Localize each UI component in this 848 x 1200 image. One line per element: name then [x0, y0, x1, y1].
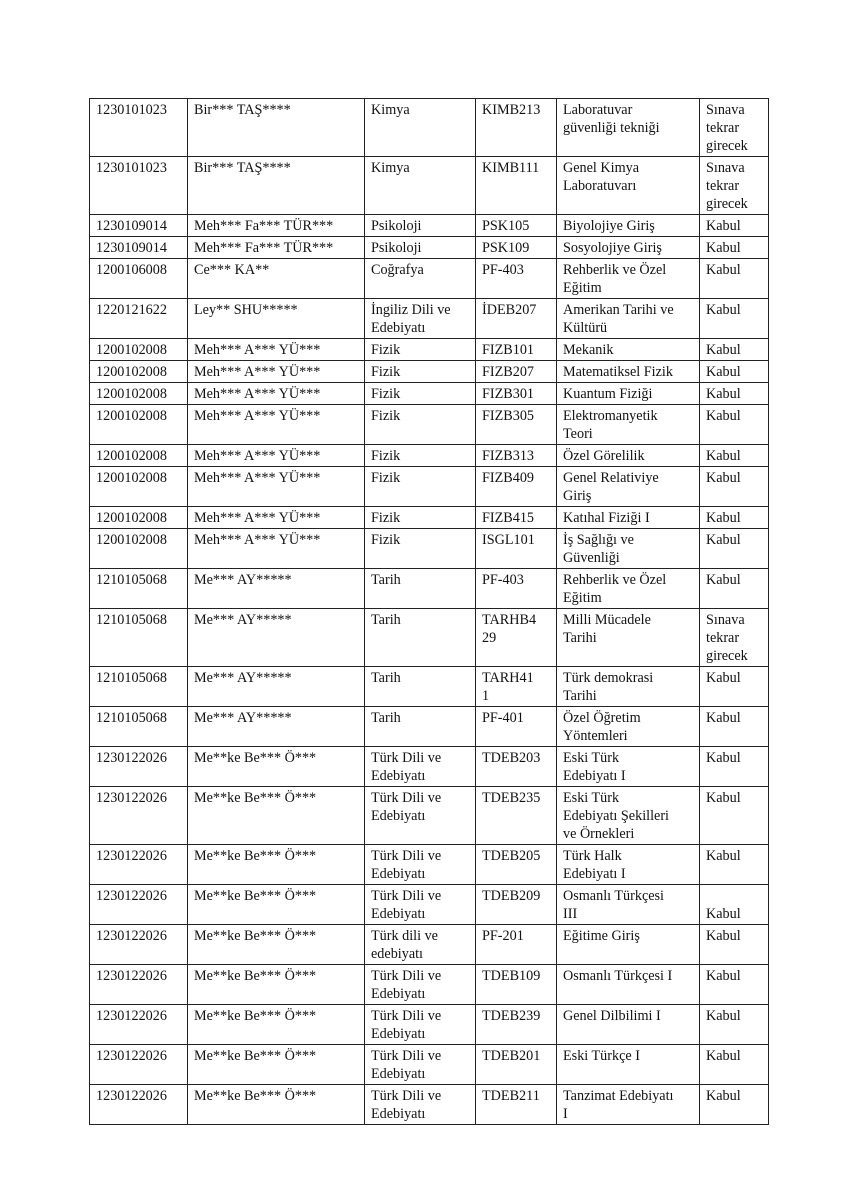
course-code-cell: KIMB111 — [476, 157, 557, 215]
department-cell: Türk Dili ve Edebiyatı — [365, 1085, 476, 1125]
course-code-cell: TDEB201 — [476, 1045, 557, 1085]
department-cell: İngiliz Dili ve Edebiyatı — [365, 299, 476, 339]
course-name-cell: Eğitime Giriş — [557, 925, 700, 965]
result-cell: Kabul — [700, 339, 769, 361]
department-cell: Psikoloji — [365, 215, 476, 237]
student-name-cell: Bir*** TAŞ**** — [188, 157, 365, 215]
table-row — [90, 965, 769, 1005]
result-cell: Kabul — [700, 237, 769, 259]
student-name-cell: Meh*** A*** YÜ*** — [188, 405, 365, 445]
student-name-cell: Me**ke Be*** Ö*** — [188, 925, 365, 965]
student-number-cell: 1210105068 — [90, 609, 188, 667]
department-cell: Türk Dili ve Edebiyatı — [365, 747, 476, 787]
result-cell: Kabul — [700, 885, 769, 925]
course-code-cell: PF-403 — [476, 569, 557, 609]
result-cell: Kabul — [700, 361, 769, 383]
result-cell: Kabul — [700, 445, 769, 467]
result-cell: Kabul — [700, 1045, 769, 1085]
student-name-cell: Ley** SHU***** — [188, 299, 365, 339]
table-row — [90, 1045, 769, 1085]
student-number-cell: 1200102008 — [90, 361, 188, 383]
result-cell: Kabul — [700, 925, 769, 965]
department-cell: Türk Dili ve Edebiyatı — [365, 845, 476, 885]
table-row — [90, 157, 769, 215]
student-name-cell: Meh*** A*** YÜ*** — [188, 361, 365, 383]
table-row — [90, 259, 769, 299]
student-name-cell: Me*** AY***** — [188, 569, 365, 609]
student-number-cell: 1230122026 — [90, 1005, 188, 1045]
course-name-cell: Matematiksel Fizik — [557, 361, 700, 383]
table-row — [90, 1005, 769, 1045]
student-number-cell: 1230122026 — [90, 747, 188, 787]
result-cell: Kabul — [700, 529, 769, 569]
result-cell: Kabul — [700, 299, 769, 339]
course-name-cell: Elektromanyetik Teori — [557, 405, 700, 445]
course-code-cell: TDEB239 — [476, 1005, 557, 1045]
course-name-cell: Sosyolojiye Giriş — [557, 237, 700, 259]
table-row — [90, 925, 769, 965]
department-cell: Tarih — [365, 667, 476, 707]
student-name-cell: Me**ke Be*** Ö*** — [188, 965, 365, 1005]
student-number-cell: 1230122026 — [90, 845, 188, 885]
table-row — [90, 707, 769, 747]
table-row — [90, 467, 769, 507]
student-number-cell: 1200102008 — [90, 383, 188, 405]
department-cell: Tarih — [365, 569, 476, 609]
department-cell: Fizik — [365, 339, 476, 361]
result-cell: Kabul — [700, 569, 769, 609]
course-name-cell: Laboratuvar güvenliği tekniği — [557, 99, 700, 157]
result-cell: Kabul — [700, 383, 769, 405]
table-row — [90, 383, 769, 405]
table-row — [90, 507, 769, 529]
table-row — [90, 609, 769, 667]
result-cell: Kabul — [700, 707, 769, 747]
course-name-cell: Türk demokrasi Tarihi — [557, 667, 700, 707]
course-code-cell: TDEB211 — [476, 1085, 557, 1125]
student-number-cell: 1200102008 — [90, 445, 188, 467]
table-row — [90, 529, 769, 569]
department-cell: Tarih — [365, 707, 476, 747]
department-cell: Türk Dili ve Edebiyatı — [365, 787, 476, 845]
course-name-cell: Eski Türk Edebiyatı Şekilleri ve Örnekleri — [557, 787, 700, 845]
department-cell: Fizik — [365, 529, 476, 569]
result-cell: Sınava tekrar girecek — [700, 609, 769, 667]
result-cell: Kabul — [700, 1005, 769, 1045]
table-row — [90, 299, 769, 339]
course-name-cell: Özel Öğretim Yöntemleri — [557, 707, 700, 747]
course-name-cell: Özel Görelilik — [557, 445, 700, 467]
table-row — [90, 361, 769, 383]
course-code-cell: FIZB305 — [476, 405, 557, 445]
department-cell: Fizik — [365, 467, 476, 507]
student-number-cell: 1200102008 — [90, 529, 188, 569]
course-code-cell: TDEB205 — [476, 845, 557, 885]
department-cell: Türk Dili ve Edebiyatı — [365, 965, 476, 1005]
table-row — [90, 405, 769, 445]
student-name-cell: Meh*** A*** YÜ*** — [188, 383, 365, 405]
department-cell: Türk Dili ve Edebiyatı — [365, 1045, 476, 1085]
student-name-cell: Me*** AY***** — [188, 667, 365, 707]
result-cell: Kabul — [700, 747, 769, 787]
department-cell: Fizik — [365, 405, 476, 445]
result-cell: Kabul — [700, 667, 769, 707]
student-name-cell: Ce*** KA** — [188, 259, 365, 299]
student-name-cell: Meh*** Fa*** TÜR*** — [188, 237, 365, 259]
result-cell: Kabul — [700, 507, 769, 529]
table-row — [90, 1085, 769, 1125]
course-code-cell: TDEB203 — [476, 747, 557, 787]
student-number-cell: 1230122026 — [90, 787, 188, 845]
student-number-cell: 1230101023 — [90, 99, 188, 157]
course-name-cell: Kuantum Fiziği — [557, 383, 700, 405]
course-code-cell: PF-201 — [476, 925, 557, 965]
student-name-cell: Me**ke Be*** Ö*** — [188, 845, 365, 885]
course-code-cell: PF-401 — [476, 707, 557, 747]
table-row — [90, 339, 769, 361]
result-cell: Kabul — [700, 845, 769, 885]
student-name-cell: Me**ke Be*** Ö*** — [188, 1045, 365, 1085]
student-name-cell: Me**ke Be*** Ö*** — [188, 1005, 365, 1045]
student-name-cell: Me**ke Be*** Ö*** — [188, 885, 365, 925]
department-cell: Kimya — [365, 99, 476, 157]
course-code-cell: TDEB235 — [476, 787, 557, 845]
table-row — [90, 787, 769, 845]
student-number-cell: 1200102008 — [90, 467, 188, 507]
student-name-cell: Me*** AY***** — [188, 609, 365, 667]
student-name-cell: Me**ke Be*** Ö*** — [188, 747, 365, 787]
course-code-cell: PSK109 — [476, 237, 557, 259]
student-number-cell: 1200102008 — [90, 507, 188, 529]
department-cell: Türk dili ve edebiyatı — [365, 925, 476, 965]
course-code-cell: FIZB409 — [476, 467, 557, 507]
course-name-cell: Genel Kimya Laboratuvarı — [557, 157, 700, 215]
course-name-cell: Eski Türkçe I — [557, 1045, 700, 1085]
table-row — [90, 885, 769, 925]
course-name-cell: Eski Türk Edebiyatı I — [557, 747, 700, 787]
result-cell: Kabul — [700, 1085, 769, 1125]
course-code-cell: İDEB207 — [476, 299, 557, 339]
student-name-cell: Me*** AY***** — [188, 707, 365, 747]
result-cell: Kabul — [700, 787, 769, 845]
course-code-cell: FIZB207 — [476, 361, 557, 383]
course-code-cell: TDEB209 — [476, 885, 557, 925]
course-name-cell: Tanzimat Edebiyatı I — [557, 1085, 700, 1125]
student-name-cell: Meh*** A*** YÜ*** — [188, 339, 365, 361]
student-name-cell: Meh*** A*** YÜ*** — [188, 507, 365, 529]
department-cell: Türk Dili ve Edebiyatı — [365, 1005, 476, 1045]
course-name-cell: Katıhal Fiziği I — [557, 507, 700, 529]
student-name-cell: Meh*** A*** YÜ*** — [188, 529, 365, 569]
table-row — [90, 237, 769, 259]
student-name-cell: Me**ke Be*** Ö*** — [188, 787, 365, 845]
course-name-cell: İş Sağlığı ve Güvenliği — [557, 529, 700, 569]
student-number-cell: 1230122026 — [90, 1045, 188, 1085]
department-cell: Psikoloji — [365, 237, 476, 259]
student-number-cell: 1210105068 — [90, 569, 188, 609]
student-name-cell: Bir*** TAŞ**** — [188, 99, 365, 157]
department-cell: Tarih — [365, 609, 476, 667]
student-number-cell: 1230122026 — [90, 885, 188, 925]
table-body — [90, 99, 769, 1125]
result-cell: Kabul — [700, 405, 769, 445]
student-name-cell: Meh*** Fa*** TÜR*** — [188, 215, 365, 237]
course-code-cell: TARH41 1 — [476, 667, 557, 707]
course-name-cell: Mekanik — [557, 339, 700, 361]
table-row — [90, 845, 769, 885]
course-name-cell: Osmanlı Türkçesi III — [557, 885, 700, 925]
result-cell: Sınava tekrar girecek — [700, 157, 769, 215]
course-code-cell: FIZB101 — [476, 339, 557, 361]
student-number-cell: 1210105068 — [90, 667, 188, 707]
course-code-cell: KIMB213 — [476, 99, 557, 157]
course-name-cell: Milli Mücadele Tarihi — [557, 609, 700, 667]
table-row — [90, 667, 769, 707]
department-cell: Türk Dili ve Edebiyatı — [365, 885, 476, 925]
student-number-cell: 1230101023 — [90, 157, 188, 215]
course-code-cell: TDEB109 — [476, 965, 557, 1005]
department-cell: Coğrafya — [365, 259, 476, 299]
department-cell: Fizik — [365, 507, 476, 529]
department-cell: Kimya — [365, 157, 476, 215]
student-name-cell: Meh*** A*** YÜ*** — [188, 467, 365, 507]
department-cell: Fizik — [365, 361, 476, 383]
student-name-cell: Meh*** A*** YÜ*** — [188, 445, 365, 467]
result-cell: Kabul — [700, 965, 769, 1005]
course-name-cell: Osmanlı Türkçesi I — [557, 965, 700, 1005]
course-code-cell: TARHB4 29 — [476, 609, 557, 667]
student-number-cell: 1230109014 — [90, 237, 188, 259]
course-name-cell: Rehberlik ve Özel Eğitim — [557, 569, 700, 609]
student-number-cell: 1200102008 — [90, 339, 188, 361]
student-number-cell: 1220121622 — [90, 299, 188, 339]
department-cell: Fizik — [365, 383, 476, 405]
course-name-cell: Rehberlik ve Özel Eğitim — [557, 259, 700, 299]
course-name-cell: Genel Relativiye Giriş — [557, 467, 700, 507]
course-name-cell: Genel Dilbilimi I — [557, 1005, 700, 1045]
table-row — [90, 747, 769, 787]
student-number-cell: 1230122026 — [90, 965, 188, 1005]
student-number-cell: 1230109014 — [90, 215, 188, 237]
table-row — [90, 99, 769, 157]
course-code-cell: ISGL101 — [476, 529, 557, 569]
result-cell: Kabul — [700, 467, 769, 507]
student-number-cell: 1210105068 — [90, 707, 188, 747]
result-cell: Kabul — [700, 215, 769, 237]
student-number-cell: 1200106008 — [90, 259, 188, 299]
course-code-cell: FIZB301 — [476, 383, 557, 405]
result-cell: Kabul — [700, 259, 769, 299]
table-row — [90, 569, 769, 609]
course-name-cell: Amerikan Tarihi ve Kültürü — [557, 299, 700, 339]
course-code-cell: FIZB313 — [476, 445, 557, 467]
results-table — [89, 98, 769, 1125]
department-cell: Fizik — [365, 445, 476, 467]
student-name-cell: Me**ke Be*** Ö*** — [188, 1085, 365, 1125]
result-cell: Sınava tekrar girecek — [700, 99, 769, 157]
course-name-cell: Biyolojiye Giriş — [557, 215, 700, 237]
table-row — [90, 445, 769, 467]
course-name-cell: Türk Halk Edebiyatı I — [557, 845, 700, 885]
course-code-cell: PF-403 — [476, 259, 557, 299]
student-number-cell: 1230122026 — [90, 925, 188, 965]
table-row — [90, 215, 769, 237]
student-number-cell: 1200102008 — [90, 405, 188, 445]
course-code-cell: FIZB415 — [476, 507, 557, 529]
course-code-cell: PSK105 — [476, 215, 557, 237]
student-number-cell: 1230122026 — [90, 1085, 188, 1125]
